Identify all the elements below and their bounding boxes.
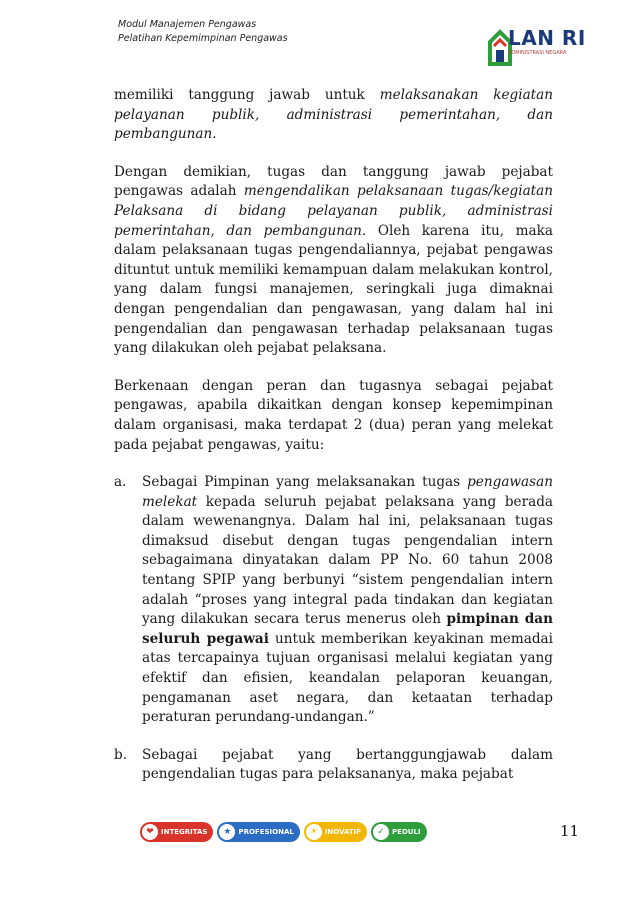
item-a-italic: pengawasan melekat — [142, 474, 553, 510]
item-a-bold: pimpinan dan seluruh pegawai — [142, 611, 553, 647]
item-b-text: Sebagai pejabat yang bertanggungjawab dalam pengendalian tugas para pelaksananya, maka pejabat — [142, 746, 553, 783]
value-inovatif — [304, 822, 367, 842]
value-label: PEDULI — [392, 828, 421, 836]
page-body — [114, 86, 553, 803]
value-integritas — [140, 822, 213, 842]
list-marker-b: b. — [114, 746, 128, 763]
value-label: INTEGRITAS — [161, 828, 208, 836]
p1-text: memiliki tanggung jawab untuk — [114, 87, 380, 103]
profesional-icon: ★ — [219, 824, 235, 840]
value-peduli — [371, 822, 426, 842]
core-values-banner — [140, 818, 421, 846]
peduli-icon: ✓ — [373, 824, 389, 840]
item-a-text-mid: kepada seluruh pejabat pelaksana yang berada dalam wewenangnya. Dalam hal ini, pelaksanaan tugas dimaksud disebut dengan tugas pengendalian intern sebagaimana dinyatakan dalam PP No. 60 tahun 2008 tentang SPIP yang berbunyi “sistem pengendalian intern adalah “proses yang integral pada tindakan dan kegiatan yang dilakukan secara terus menerus oleh — [142, 493, 553, 628]
integritas-icon: ❤ — [142, 824, 158, 840]
p2-italic: mengendalikan pelaksanaan tugas/kegiatan Pelaksana di bidang pelayanan publik, administrasi pemerintahan, dan pembangunan — [114, 183, 553, 239]
paragraph-1 — [114, 86, 553, 145]
p2-text-end: . Oleh karena itu, maka dalam pelaksanaan tugas pengendaliannya, pejabat pengawas dituntut untuk memiliki kemampuan dalam melakukan kontrol, yang dalam fungsi manajemen, seringkali juga dimaknai dengan pengendalian dan pengawasan, yang dalam hal ini pengendalian dan pengawasan terhadap pelaksanaan tugas yang dilakukan oleh pejabat pelaksana. — [114, 222, 553, 357]
logo-wordmark: LAN RI — [508, 26, 586, 50]
page-number: 11 — [560, 822, 580, 840]
value-profesional — [217, 822, 299, 842]
role-list — [114, 473, 553, 785]
p2-text: Dengan demikian, tugas dan tanggung jawab pejabat pengawas adalah — [114, 163, 553, 200]
header-training-title: Pelatihan Kepemimpinan Pengawas — [118, 33, 288, 44]
running-header — [118, 18, 288, 46]
list-marker-a: a. — [114, 474, 127, 491]
logo-tagline: ADMINISTRASI NEGARA — [508, 50, 567, 56]
lightbulb-icon: ☀ — [306, 824, 322, 840]
list-item-a — [114, 473, 553, 728]
p1-italic: melaksanakan kegiatan pelayanan publik, administrasi pemerintahan, dan pembangunan. — [114, 87, 553, 143]
list-item-b — [114, 746, 553, 785]
item-a-text-end: untuk memberikan keyakinan memadai atas tercapainya tujuan organisasi melalui kegiatan yang efektif dan efisien, keandalan pelaporan keuangan, pengamanan aset negara, dan ketaatan terhadap peraturan perundang-undangan.” — [142, 630, 553, 726]
value-label: PROFESIONAL — [238, 828, 294, 836]
item-a-text: Sebagai Pimpinan yang melaksanakan tugas — [142, 474, 468, 491]
paragraph-2 — [114, 163, 553, 359]
paragraph-3: Berkenaan dengan peran dan tugasnya sebagai pejabat pengawas, apabila dikaitkan dengan konsep kepemimpinan dalam organisasi, maka terdapat 2 (dua) peran yang melekat pada pejabat pengawas, yaitu: — [114, 377, 553, 453]
value-label: INOVATIF — [324, 828, 362, 836]
header-module-title: Modul Manajemen Pengawas — [118, 19, 257, 30]
